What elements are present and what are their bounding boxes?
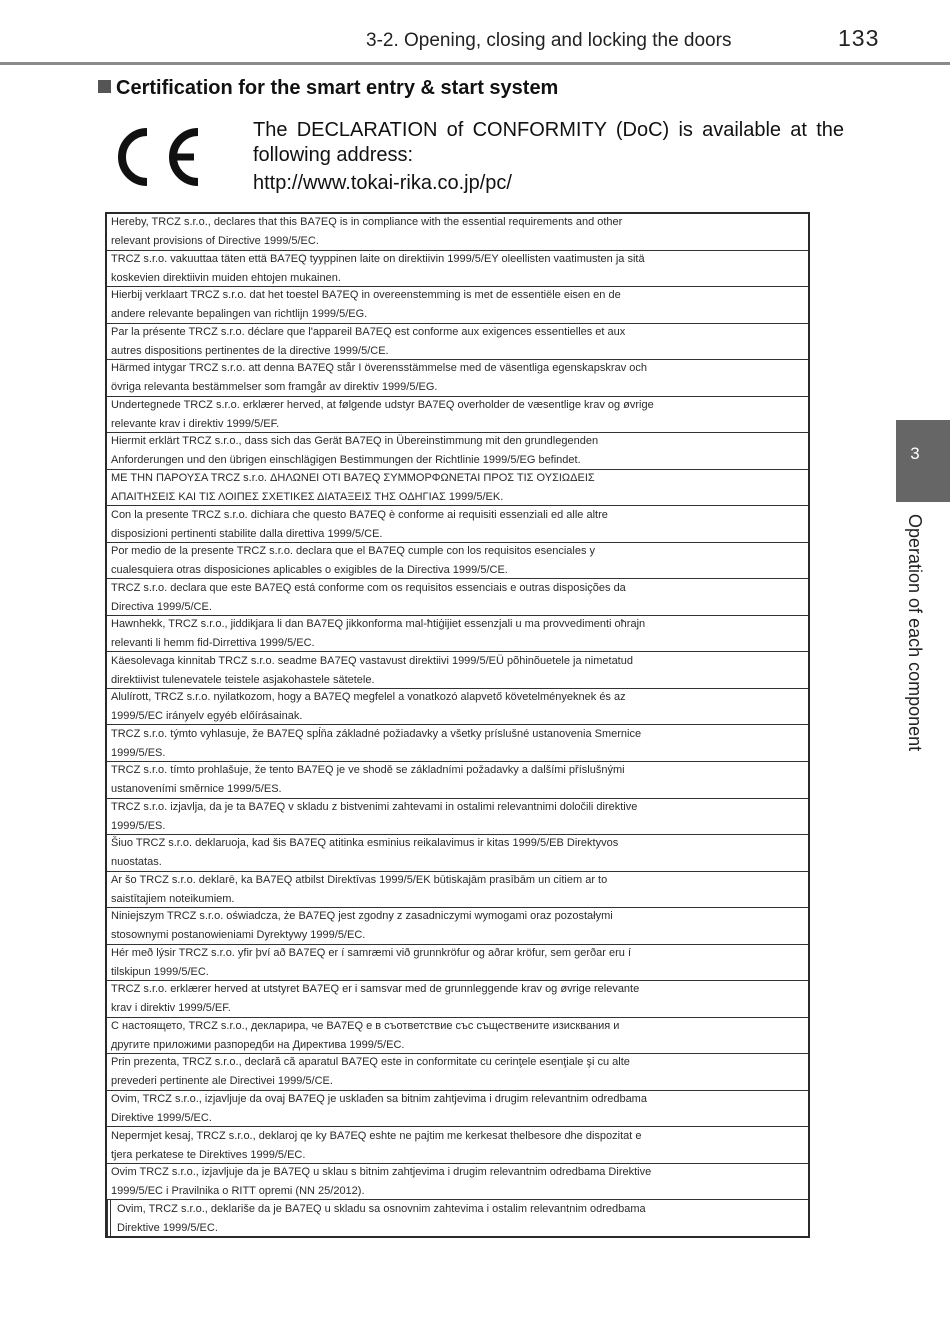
declaration-row	[107, 1127, 808, 1164]
declaration-text: С настоящето, TRCZ s.r.o., декларира, че BA7EQ е в съответствие със съществените изисквания и другите приложими разпоредби на Директива 1999/5/ЕС.	[111, 1019, 620, 1051]
declaration-text: Con la presente TRCZ s.r.o. dichiara che questo BA7EQ è conforme ai requisiti essenziali ed alle altre disposizioni pertinenti stabilite dalla direttiva 1999/5/CE.	[111, 508, 608, 540]
declaration-text: Ovim, TRCZ s.r.o., izjavljuje da ovaj BA7EQ je usklađen sa bitnim zahtjevima i drugim relevantnim odredbama Direktive 1999/5/EC.	[111, 1093, 647, 1125]
header-title: 3-2. Opening, closing and locking the doors	[366, 30, 732, 51]
declaration-row	[107, 872, 808, 909]
declaration-text: Hawnhekk, TRCZ s.r.o., jiddikjara li dan BA7EQ jikkonforma mal-ħtiġijiet essenzjali u ma provvedimenti oħrajn relevanti li hemm fid-Dirrettiva 1999/5/EC.	[111, 618, 646, 650]
declaration-text: TRCZ s.r.o. declara que este BA7EQ está conforme com os requisitos essenciais e outras disposições da Directiva 1999/5/CE.	[111, 581, 626, 613]
declaration-text: Hér með lýsir TRCZ s.r.o. yfir því að BA7EQ er í samræmi við grunnkröfur og aðrar kröfur, sem gerðar eru í tilskipun 1999/5/EC.	[111, 946, 632, 978]
declaration-row	[107, 360, 808, 397]
chapter-number: 3	[910, 444, 920, 463]
declaration-row	[107, 1164, 808, 1201]
declaration-row	[107, 945, 808, 982]
declaration-row	[107, 1054, 808, 1091]
declaration-text: Ovim TRCZ s.r.o., izjavljuje da je BA7EQ u sklau s bitnim zahtjevima i drugim relevantnim odredbama Direktive 1999/5/EC i Pravilnika o RITT opremi (NN 25/2012).	[111, 1166, 652, 1198]
declaration-text: TRCZ s.r.o. izjavlja, da je ta BA7EQ v skladu z bistvenimi zahtevami in ostalimi relevantnimi določili direktive 1999/5/ES.	[111, 800, 638, 832]
section-heading-text: Certification for the smart entry & start system	[116, 77, 559, 99]
declaration-text: Hiermit erklärt TRCZ s.r.o., dass sich das Gerät BA7EQ in Übereinstimmung mit den grundlegenden Anforderungen und den übrigen einschlägigen Bestimmungen der Richtlinie 1999/5/EG befindet.	[111, 435, 599, 467]
declaration-row	[107, 799, 808, 836]
declaration-text: TRCZ s.r.o. vakuuttaa täten että BA7EQ tyyppinen laite on direktiivin 1999/5/EY oleellisten vaatimusten ja sitä koskevien direktiivin muiden ehtojen mukainen.	[111, 252, 645, 284]
declaration-row	[107, 397, 808, 434]
declaration-row	[107, 1091, 808, 1128]
declaration-row	[107, 1200, 808, 1236]
declaration-text: Hereby, TRCZ s.r.o., declares that this BA7EQ is in compliance with the essential requirements and other relevant provisions of Directive 1999/5/EC.	[111, 216, 623, 248]
declaration-text: Por medio de la presente TRCZ s.r.o. declara que el BA7EQ cumple con los requisitos esenciales y cualesquiera otras disposiciones aplicables o exigibles de la Directiva 1999/5/CE.	[111, 545, 596, 577]
ce-mark-icon	[112, 124, 204, 190]
declaration-row	[107, 433, 808, 470]
declaration-row	[107, 543, 808, 580]
intro-block	[253, 118, 844, 196]
declaration-text: Ar šo TRCZ s.r.o. deklarē, ka BA7EQ atbilst Direktīvas 1999/5/EK būtiskajām prasībām un citiem ar to saistītajiem noteikumiem.	[111, 873, 608, 905]
declaration-text: Prin prezenta, TRCZ s.r.o., declară că aparatul BA7EQ este in conformitate cu cerinţele esenţiale şi cu alte prevederi pertinente ale Directivei 1999/5/CE.	[111, 1056, 630, 1088]
intro-text: The DECLARATION of CONFORMITY (DoC) is available at the following address:	[253, 119, 844, 166]
declaration-text: Nepermjet kesaj, TRCZ s.r.o., deklaroj qe ky BA7EQ eshte ne pajtim me kerkesat thelbesore dhe dispozitat e tjera perkatese te Direktives 1999/5/EC.	[111, 1129, 642, 1161]
doc-url: http://www.tokai-rika.co.jp/pc/	[253, 172, 512, 194]
declaration-row	[107, 214, 808, 251]
declaration-row	[107, 908, 808, 945]
declarations-table	[105, 212, 810, 1238]
declaration-text: Härmed intygar TRCZ s.r.o. att denna BA7EQ står I överensstämmelse med de väsentliga egenskapskrav och övriga relevanta bestämmelser som framgår av direktiv 1999/5/EG.	[111, 362, 647, 394]
square-bullet-icon	[98, 80, 111, 93]
declaration-row	[107, 981, 808, 1018]
declaration-row	[107, 835, 808, 872]
chapter-label: Operation of each component	[905, 514, 925, 752]
declaration-row	[107, 324, 808, 361]
declaration-row	[107, 762, 808, 799]
declaration-text: Hierbij verklaart TRCZ s.r.o. dat het toestel BA7EQ in overeenstemming is met de essentiële eisen en de andere relevante bepalingen van richtlijn 1999/5/EG.	[111, 289, 621, 321]
declaration-text: Alulírott, TRCZ s.r.o. nyilatkozom, hogy a BA7EQ megfelel a vonatkozó alapvető követelményeknek és az 1999/5/EC irányelv egyéb előírásainak.	[111, 691, 626, 723]
declaration-row	[107, 506, 808, 543]
declaration-text: Niniejszym TRCZ s.r.o. oświadcza, że BA7EQ jest zgodny z zasadniczymi wymogami oraz pozostałymi stosownymi postanowieniami Dyrektywy 1999/5/EC.	[111, 910, 613, 942]
declaration-text: Par la présente TRCZ s.r.o. déclare que l'appareil BA7EQ est conforme aux exigences essentielles et aux autres dispositions pertinentes de la directive 1999/5/CE.	[111, 325, 626, 357]
page-number: 133	[838, 25, 880, 51]
declaration-row	[107, 725, 808, 762]
chapter-tab	[896, 420, 950, 502]
declaration-row	[107, 579, 808, 616]
declaration-text: Ovim, TRCZ s.r.o., deklariše da je BA7EQ u skladu sa osnovnim zahtevima i ostalim relevantnim odredbama Direktive 1999/5/EC.	[117, 1202, 646, 1234]
header-divider	[0, 62, 950, 65]
declaration-text: TRCZ s.r.o. tímto prohlašuje, že tento BA7EQ je ve shodě se základními požadavky a dalšími příslušnými ustanoveními směrnice 1999/5/ES.	[111, 764, 625, 796]
declaration-text: ΜΕ ΤΗΝ ΠΑΡΟΥΣΑ TRCZ s.r.o. ΔΗΛΩΝΕΙ ΟΤΙ BA7EQ ΣΥΜΜΟΡΦΩΝΕΤΑΙ ΠΡΟΣ ΤΙΣ ΟΥΣΙΩΔΕΙΣ ΑΠΑΙΤΗΣΕΙΣ ΚΑΙ ΤΙΣ ΛΟΙΠΕΣ ΣΧΕΤΙΚΕΣ ΔΙΑΤΑΞΕΙΣ ΤΗΣ ΟΔΗΓΙΑΣ 1999/5/ΕΚ.	[111, 471, 595, 503]
declaration-row	[107, 470, 808, 507]
declaration-row	[107, 616, 808, 653]
declaration-text: TRCZ s.r.o. erklærer herved at utstyret BA7EQ er i samsvar med de grunnleggende krav og øvrige relevante krav i direktiv 1999/5/EF.	[111, 983, 640, 1015]
declaration-row	[107, 287, 808, 324]
declaration-row	[107, 689, 808, 726]
declaration-text: Käesolevaga kinnitab TRCZ s.r.o. seadme BA7EQ vastavust direktiivi 1999/5/EÜ põhinõuetele ja nimetatud direktiivist tulenevatele teistele asjakohastele sätetele.	[111, 654, 633, 686]
declaration-row	[107, 1018, 808, 1055]
declaration-row	[107, 652, 808, 689]
section-heading	[98, 77, 558, 100]
declaration-text: TRCZ s.r.o. týmto vyhlasuje, že BA7EQ spĺňa základné požiadavky a všetky príslušné ustanovenia Smernice 1999/5/ES.	[111, 727, 642, 759]
declaration-text: Undertegnede TRCZ s.r.o. erklærer herved, at følgende udstyr BA7EQ overholder de væsentlige krav og øvrige relevante krav i direktiv 1999/5/EF.	[111, 398, 654, 430]
declaration-text: Šiuo TRCZ s.r.o. deklaruoja, kad šis BA7EQ atitinka esminius reikalavimus ir kitas 1999/5/EB Direktyvos nuostatas.	[111, 837, 619, 869]
declaration-row	[107, 251, 808, 288]
